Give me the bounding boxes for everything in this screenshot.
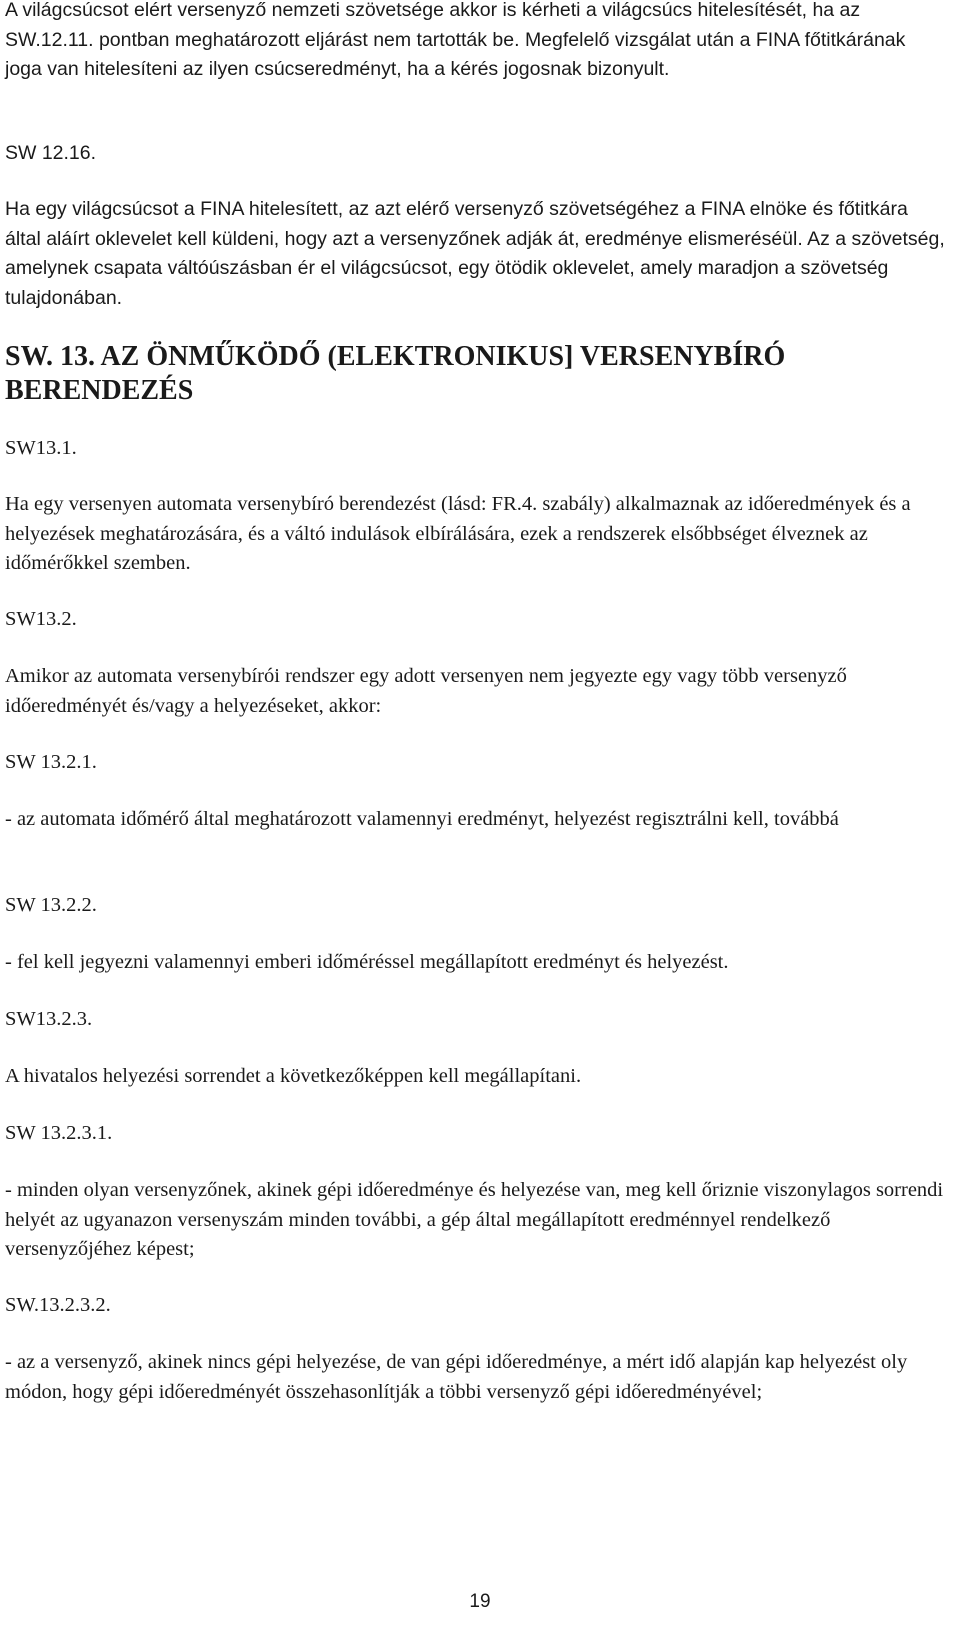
section-number-sw13-2-1: SW 13.2.1. [5,751,97,773]
section-number-sw13-2: SW13.2. [5,608,77,630]
paragraph-sw13-1: Ha egy versenyen automata versenybíró berendezést (lásd: FR.4. szabály) alkalmaznak az időeredmények és a helyezések meghatározására, és a váltó indulások elbírálására, ezek a rendszerek elsőbbséget élveznek az időmérőkkel szemben. [5,493,911,574]
section-heading-sw13: SW. 13. AZ ÖNMŰKÖDŐ (ELEKTRONIKUS] VERSENYBÍRÓ BERENDEZÉS [5,341,786,406]
paragraph-intro: A világcsúcsot elért versenyző nemzeti szövetsége akkor is kérheti a világcsúcs hitelesítését, ha az SW.12.11. pontban meghatározott eljárást nem tartották be. Megfelelő vizsgálat után a FINA főtitkárának joga van hitelesíteni az ilyen csúcseredményt, ha a kérés jogosnak bizonyult. [5,0,906,80]
section-number-sw13-2-3: SW13.2.3. [5,1008,93,1030]
paragraph-sw13-2-3-1: - minden olyan versenyzőnek, akinek gépi időeredménye és helyezése van, meg kell őriznie viszonylagos sorrendi helyét az ugyanazon versenyszám minden további, a gép által megállapított eredménnyel rendelkező versenyzőjéhez képest; [5,1179,944,1260]
paragraph-sw13-2: Amikor az automata versenybírói rendszer egy adott versenyen nem jegyezte egy vagy több versenyző időeredményét és/vagy a helyezéseket, akkor: [5,665,847,717]
paragraph-sw13-2-3: A hivatalos helyezési sorrendet a következőképpen kell megállapítani. [5,1065,582,1087]
page-number: 19 [469,1591,491,1612]
section-number-sw13-2-3-2: SW.13.2.3.2. [5,1294,111,1316]
paragraph-sw13-2-1: - az automata időmérő által meghatározott valamennyi eredményt, helyezést regisztrálni kell, továbbá [5,808,839,830]
section-number-sw13-2-2: SW 13.2.2. [5,894,97,916]
paragraph-sw13-2-3-2: - az a versenyző, akinek nincs gépi helyezése, de van gépi időeredménye, a mért idő alapján kap helyezést oly módon, hogy gépi időeredményét összehasonlítják a többi versenyző gépi időeredményével; [5,1351,908,1403]
section-number-sw13-2-3-1: SW 13.2.3.1. [5,1122,113,1144]
section-number-sw13-1: SW13.1. [5,437,77,459]
section-number-sw-12-16: SW 12.16. [5,142,97,164]
paragraph-sw-12-16: Ha egy világcsúcsot a FINA hitelesített, az azt elérő versenyző szövetségéhez a FINA elnöke és főtitkára által aláírt oklevelet kell küldeni, hogy azt a versenyzőnek adják át, eredménye elismeréséül. Az a szövetség, amelynek csapata váltóúszásban ér el világcsúcsot, egy ötödik oklevelet, amely maradjon a szövetség tulajdonában. [5,198,945,309]
paragraph-sw13-2-2: - fel kell jegyezni valamennyi emberi időméréssel megállapított eredményt és helyezést. [5,951,729,973]
